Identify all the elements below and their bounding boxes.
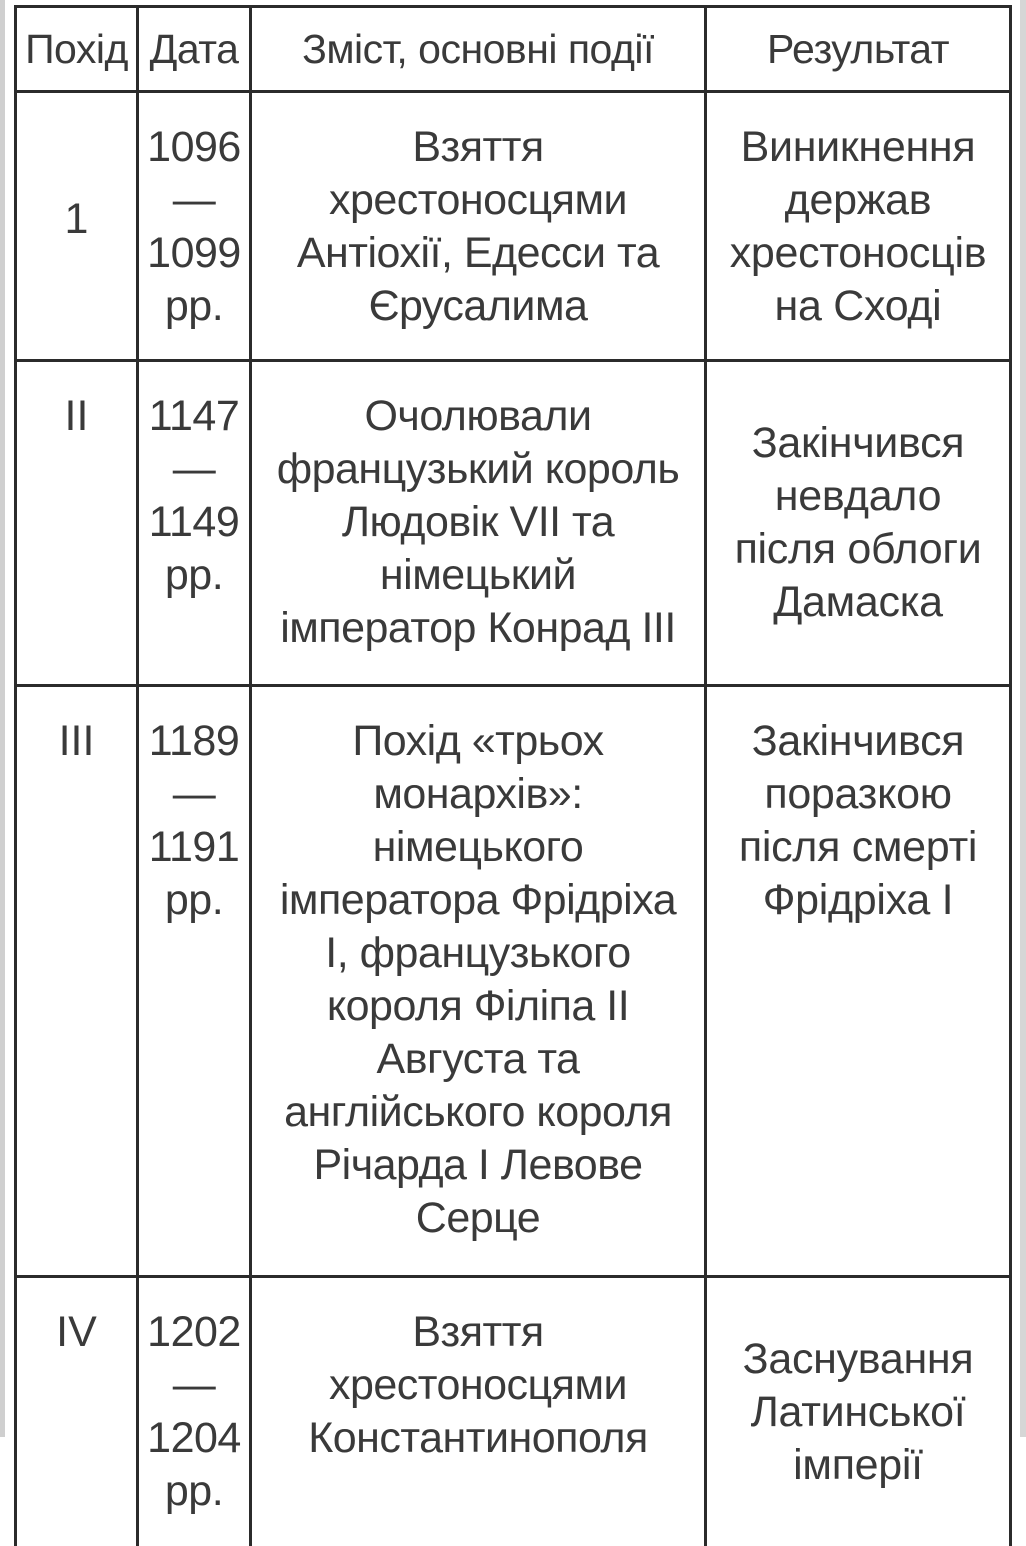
table-row [16, 92, 1011, 361]
content-text: Взяття хрестоносцями Антіохії, Едесси та Єрусалима [252, 121, 704, 333]
result-cell [706, 1277, 1011, 1546]
result-cell [706, 92, 1011, 361]
campaign-number: ІІІ [17, 715, 136, 768]
result-text: Закінчився поразкою після смерті Фрідріха I [707, 715, 1009, 927]
header-campaign: Похід [16, 7, 138, 92]
header-result: Результат [706, 7, 1011, 92]
table-header-row [16, 7, 1011, 92]
campaign-cell [16, 361, 138, 686]
date-cell [138, 92, 251, 361]
result-cell [706, 686, 1011, 1277]
result-cell [706, 361, 1011, 686]
date-range: 1147 — 1149 рр. [139, 390, 249, 602]
campaign-cell [16, 92, 138, 361]
content-text: Очолювали французький король Людовік VII та німецький імператор Конрад III [252, 390, 704, 655]
header-date: Дата [138, 7, 251, 92]
date-range: 1189 — 1191 рр. [139, 715, 249, 927]
date-range: 1202 — 1204 рр. [139, 1306, 249, 1518]
result-text: Закінчився невдало після облоги Дамаска [707, 417, 1009, 629]
content-text: Взяття хрестоносцями Константинополя [252, 1306, 704, 1465]
result-text: Виникнення держав хрестоносців на Сході [707, 121, 1009, 333]
result-text: Заснування Латинської імперії [707, 1333, 1009, 1492]
date-cell [138, 686, 251, 1277]
table-row [16, 686, 1011, 1277]
date-cell [138, 361, 251, 686]
date-cell [138, 1277, 251, 1546]
page-edge-left [0, 0, 5, 1437]
crusades-table [14, 5, 1012, 1546]
header-content: Зміст, основні події [251, 7, 706, 92]
page-edge-right [1020, 0, 1026, 1437]
content-text: Похід «трьох монархів»: німецького імператора Фрідріха I, французького короля Філіпа II Августа та англійського короля Річарда I Левове Серце [252, 715, 704, 1245]
campaign-number: 1 [17, 193, 136, 246]
content-cell [251, 686, 706, 1277]
content-cell [251, 361, 706, 686]
date-range: 1096 — 1099 рр. [139, 121, 249, 333]
table-row [16, 361, 1011, 686]
content-cell [251, 92, 706, 361]
table-row [16, 1277, 1011, 1546]
campaign-number: ІІ [17, 390, 136, 443]
campaign-cell [16, 1277, 138, 1546]
content-cell [251, 1277, 706, 1546]
campaign-number: IV [17, 1306, 136, 1359]
campaign-cell [16, 686, 138, 1277]
